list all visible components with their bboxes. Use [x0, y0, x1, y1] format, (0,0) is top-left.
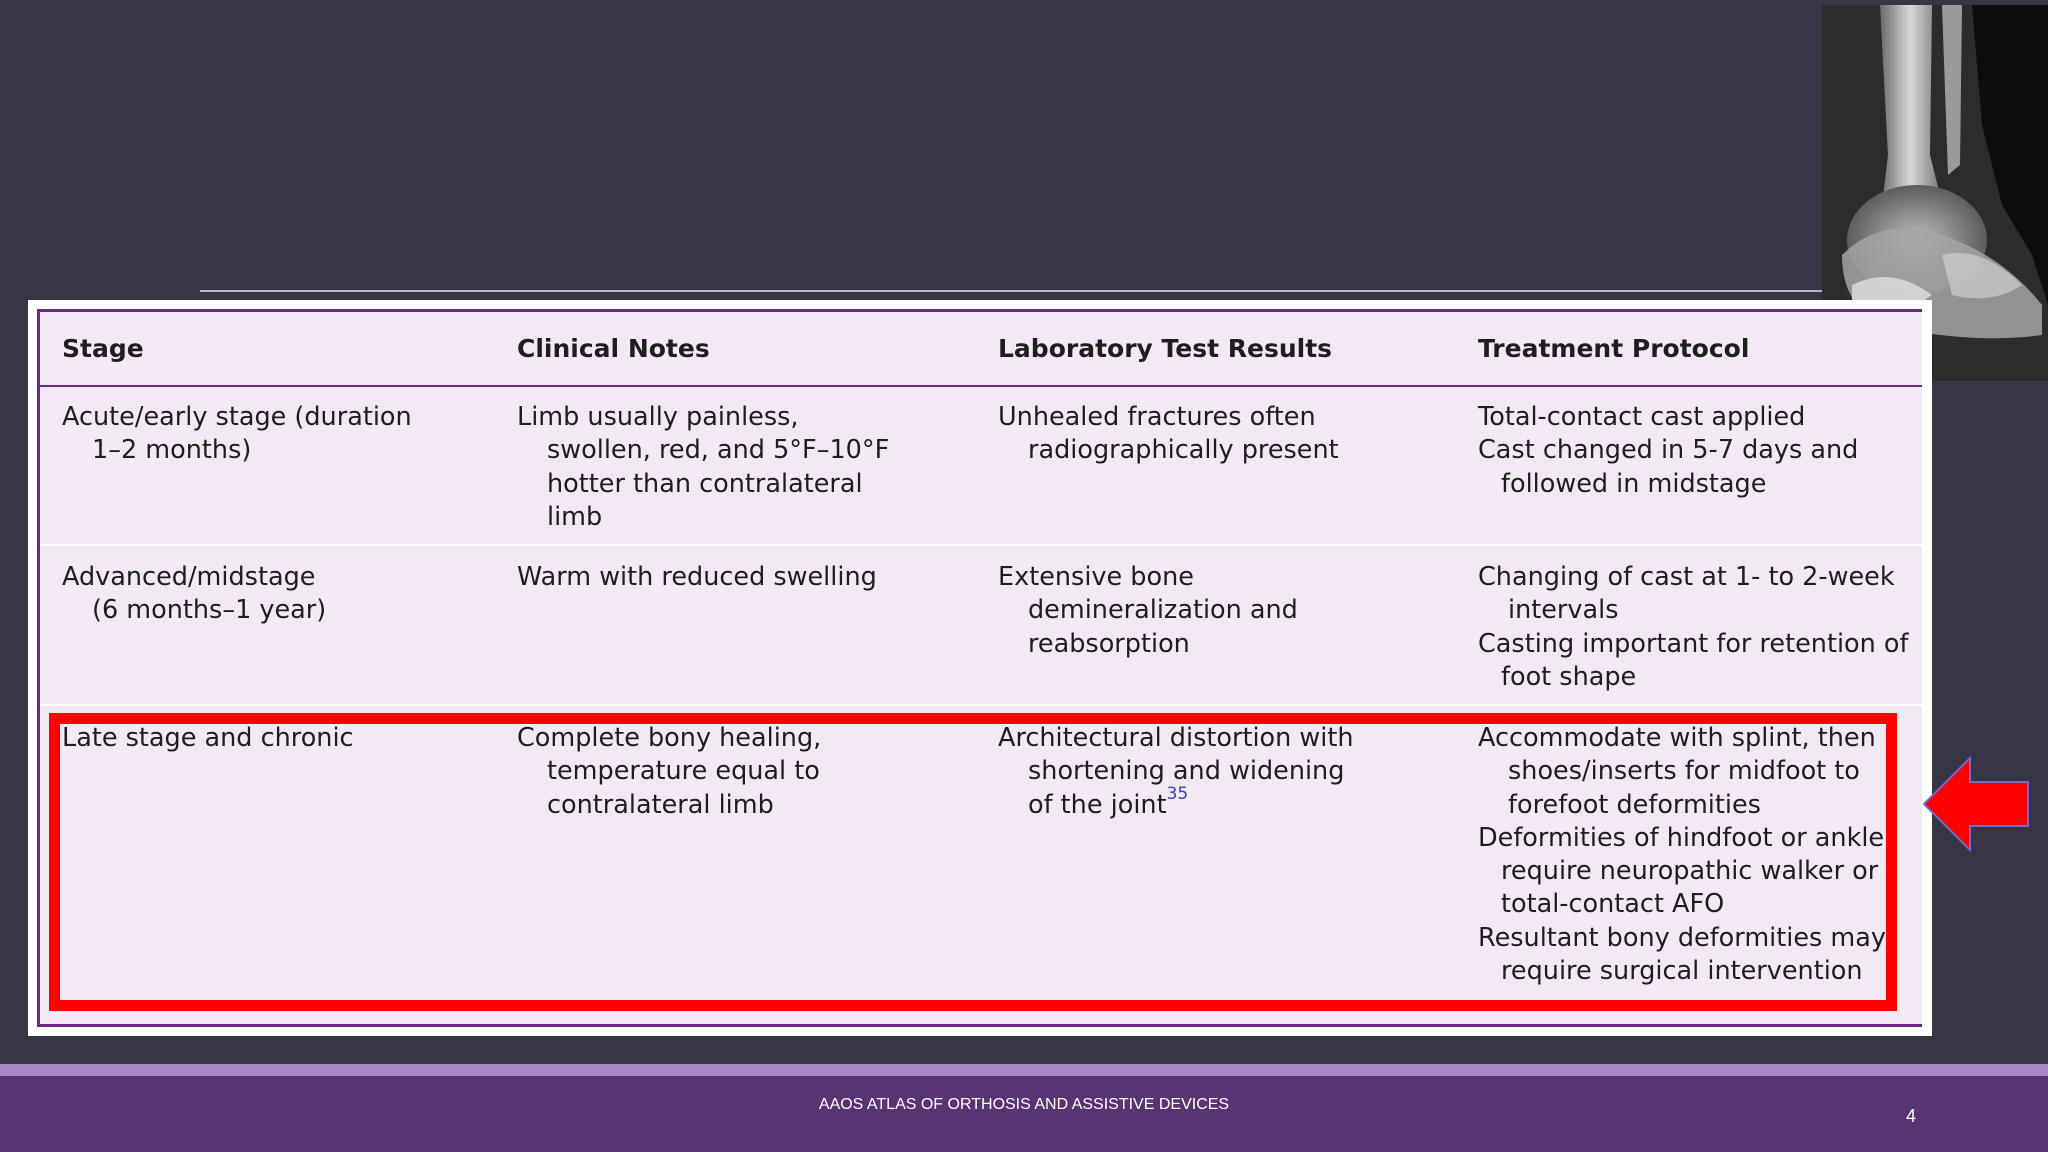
row1-stage — [62, 401, 412, 468]
row2-lab-line: reabsorption — [1028, 628, 1190, 659]
row3-clinical-line: Complete bony healing, — [517, 723, 822, 753]
row1-treatment-line: Total-contact cast applied — [1478, 402, 1806, 432]
slide-footer — [0, 1076, 2048, 1152]
row3-clinical-line: temperature equal to — [547, 756, 820, 787]
header-clinical-notes: Clinical Notes — [517, 334, 710, 363]
header-stage: Stage — [62, 334, 144, 363]
row1-lab-line: Unhealed fractures often — [998, 402, 1316, 432]
row2-lab-line: demineralization and — [1028, 595, 1298, 626]
row1-clinical-line: swollen, red, and 5°F–10°F — [547, 435, 890, 466]
row3-lab-line: Architectural distortion with — [998, 723, 1354, 753]
row3-lab-line: of the joint — [1028, 789, 1167, 820]
row3-treatment-line: require surgical intervention — [1501, 956, 1863, 987]
footer-accent-band — [0, 1064, 2048, 1076]
row1-treatment-line: followed in midstage — [1501, 468, 1767, 499]
row2-clinical-line: Warm with reduced swelling — [517, 562, 877, 592]
row1-treatment — [1478, 401, 1858, 501]
title-divider — [200, 290, 1822, 292]
citation-reference: 35 — [1166, 783, 1189, 804]
row3-treatment-line: Accommodate with splint, then — [1478, 723, 1876, 753]
row2-stage — [62, 561, 326, 628]
row2-treatment-line: intervals — [1508, 595, 1619, 626]
row3-treatment-line: shoes/inserts for midfoot to — [1508, 756, 1860, 787]
page-number: 4 — [1905, 1106, 1916, 1126]
row3-treatment-line: require neuropathic walker or — [1501, 856, 1879, 887]
row3-stage-line: Late stage and chronic — [62, 723, 354, 753]
row1-stage-line: 1–2 months) — [92, 435, 252, 466]
left-arrow-icon — [1922, 756, 2030, 852]
row2-clinical-notes — [517, 561, 877, 594]
row1-clinical-line: Limb usually painless, — [517, 402, 799, 432]
footer-title: AAOS ATLAS OF ORTHOSIS AND ASSISTIVE DEVICES — [818, 1096, 1230, 1113]
row1-stage-line: Acute/early stage (duration — [62, 402, 412, 432]
late-stage-highlight-box — [49, 713, 1897, 1011]
row1-lab-results — [998, 401, 1339, 468]
row-divider — [40, 544, 1922, 546]
row1-clinical-line: hotter than contralateral — [547, 468, 863, 499]
row2-treatment — [1478, 561, 1909, 694]
row3-treatment-line: total-contact AFO — [1501, 889, 1725, 920]
row2-stage-line: Advanced/midstage — [62, 562, 316, 592]
row1-clinical-notes — [517, 401, 889, 534]
row2-treatment-line: Casting important for retention of — [1478, 628, 1909, 659]
row2-stage-line: (6 months–1 year) — [92, 595, 327, 626]
row2-lab-results — [998, 561, 1298, 661]
row1-treatment-line: Cast changed in 5-7 days and — [1478, 435, 1859, 466]
row3-treatment-line: Deformities of hindfoot or ankle — [1478, 822, 1885, 853]
header-treatment-protocol: Treatment Protocol — [1478, 334, 1750, 363]
row3-treatment-line: Resultant bony deformities may — [1478, 922, 1886, 953]
row1-lab-line: radiographically present — [1028, 435, 1339, 466]
row-divider — [40, 704, 1922, 706]
row2-treatment-line: foot shape — [1501, 661, 1637, 692]
row3-clinical-line: contralateral limb — [547, 789, 774, 820]
row1-clinical-line: limb — [547, 501, 603, 532]
row3-treatment-line: forefoot deformities — [1508, 789, 1761, 820]
row3-lab-line: shortening and widening — [1028, 756, 1345, 787]
row2-lab-line: Extensive bone — [998, 562, 1194, 592]
row2-treatment-line: Changing of cast at 1- to 2-week — [1478, 562, 1895, 592]
header-divider — [40, 385, 1922, 387]
header-laboratory-results: Laboratory Test Results — [998, 334, 1333, 363]
